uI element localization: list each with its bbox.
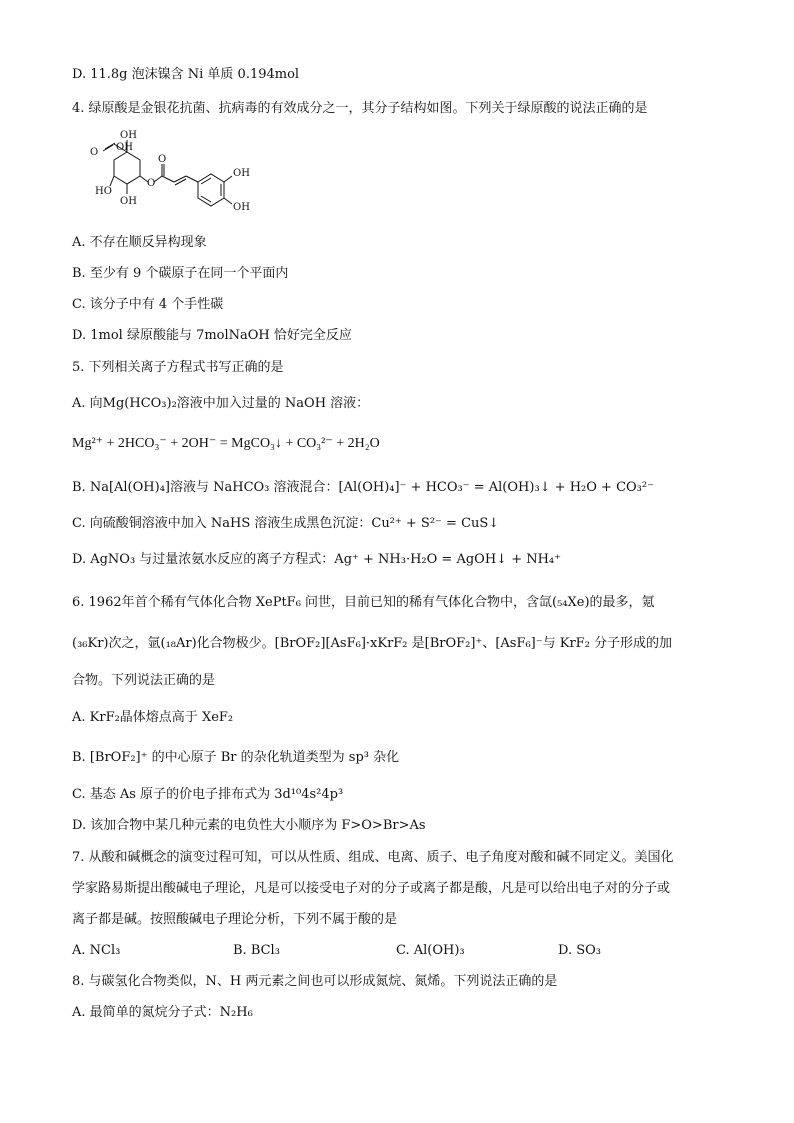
q5-stem: 5. 下列相关离子方程式书写正确的是 <box>72 360 284 375</box>
q6-option-a: A. KrF₂晶体熔点高于 XeF₂ <box>72 710 234 725</box>
q7-option-d: D. SO₃ <box>558 943 601 958</box>
q6-option-c: C. 基态 As 原子的价电子排布式为 3d¹⁰4s²4p³ <box>72 787 344 802</box>
q6-option-d: D. 该加合物中某几种元素的电负性大小顺序为 F>O>Br>As <box>72 818 426 833</box>
mol-label-oh-cat1: OH <box>233 168 250 179</box>
q7-option-c: C. Al(OH)₃ <box>396 943 465 958</box>
q5-option-d: D. AgNO₃ 与过量浓氨水反应的离子方程式：Ag⁺ + NH₃·H₂O = AgOH↓ + NH₄⁺ <box>72 552 561 567</box>
q4-option-d: D. 1mol 绿原酸能与 7molNaOH 恰好完全反应 <box>72 328 352 343</box>
q3-option-d: D. 11.8g 泡沫镍含 Ni 单质 0.194mol <box>72 67 300 82</box>
q6-stem-line1: 6. 1962年首个稀有气体化合物 XePtF₆ 问世，目前已知的稀有气体化合物中，含氙(₅₄Xe)的最多，氪 <box>72 595 655 610</box>
q5-option-b: B. Na[Al(OH)₄]溶液与 NaHCO₃ 溶液混合：[Al(OH)₄]⁻ + HCO₃⁻ = Al(OH)₃↓ + H₂O + CO₃²⁻ <box>72 480 654 495</box>
q6-stem-line2: (₃₆Kr)次之，氩(₁₈Ar)化合物极少。[BrOF₂][AsF₆]·xKrF₂ 是[BrOF₂]⁺、[AsF₆]⁻与 KrF₂ 分子形成的加 <box>72 636 673 651</box>
mol-label-oh-top: OH <box>120 130 137 141</box>
q8-option-a: A. 最简单的氮烷分子式：N₂H₆ <box>72 1005 253 1020</box>
q4-option-c: C. 该分子中有 4 个手性碳 <box>72 297 224 312</box>
q4-stem: 4. 绿原酸是金银花抗菌、抗病毒的有效成分之一，其分子结构如图。下列关于绿原酸的说法正确的是 <box>72 101 648 116</box>
q7-option-b: B. BCl₃ <box>233 943 280 958</box>
q6-option-b: B. [BrOF₂]⁺ 的中心原子 Br 的杂化轨道类型为 sp³ 杂化 <box>72 750 400 765</box>
q5-option-a-equation: Mg²⁺ + 2HCO₃⁻ + 2OH⁻ = MgCO₃↓ + CO₃²⁻ + 2H₂O <box>72 436 380 451</box>
q7-option-a: A. NCl₃ <box>72 943 121 958</box>
mol-label-oh-bottom: OH <box>120 196 137 207</box>
mol-label-oh-cat2: OH <box>233 202 250 213</box>
q8-stem: 8. 与碳氢化合物类似，N、H 两元素之间也可以形成氮烷、氮烯。下列说法正确的是 <box>72 974 558 989</box>
mol-label-o-acid: O <box>90 147 99 158</box>
q5-option-a: A. 向Mg(HCO₃)₂溶液中加入过量的 NaOH 溶液： <box>72 396 370 411</box>
mol-label-ho-left: HO <box>95 186 112 197</box>
q5-option-c: C. 向硫酸铜溶液中加入 NaHS 溶液生成黑色沉淀：Cu²⁺ + S²⁻ = CuS↓ <box>72 516 500 531</box>
q6-stem-line3: 合物。下列说法正确的是 <box>72 673 216 688</box>
q7-stem-line3: 离子都是碱。按照酸碱电子理论分析，下列不属于酸的是 <box>72 912 398 927</box>
mol-label-oh-c1: OH <box>116 142 133 153</box>
mol-label-o-ester: O <box>147 178 156 189</box>
q7-stem-line2: 学家路易斯提出酸碱电子理论，凡是可以接受电子对的分子或离子都是酸，凡是可以给出电子对的分子或 <box>72 881 671 896</box>
q4-option-a: A. 不存在顺反异构现象 <box>72 235 207 250</box>
mol-label-o-carbonyl: O <box>158 154 167 165</box>
q7-stem-line1: 7. 从酸和碱概念的演变过程可知，可以从性质、组成、电离、质子、电子角度对酸和碱不同定义。美国化 <box>72 850 674 865</box>
q4-option-b: B. 至少有 9 个碳原子在同一个平面内 <box>72 266 289 281</box>
chlorogenic-acid-structure <box>70 124 260 224</box>
